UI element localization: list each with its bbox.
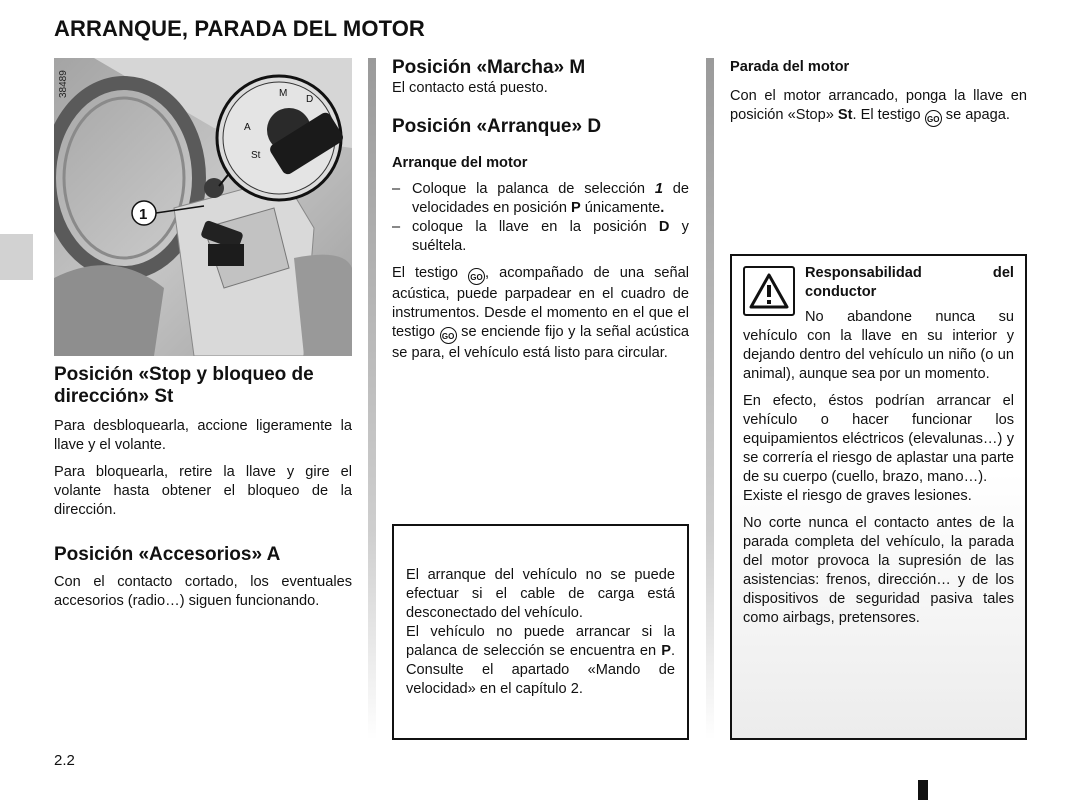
column-2	[392, 57, 689, 371]
stop-paragraph-2: Para bloquearla, retire la llave y gire el volante hasta obtener el bloqueo de la dirección.	[54, 464, 352, 518]
arranque-heading: Posición «Arranque» D	[392, 116, 602, 137]
figure-id: 38489	[58, 70, 69, 98]
ignition-illustration	[54, 58, 352, 356]
driver-responsibility-box	[730, 254, 1027, 740]
stop-paragraph-1: Para desbloquearla, accione ligeramente la llave y el volante.	[54, 418, 352, 453]
go-warning-icon: GO	[440, 327, 457, 344]
callout-1: 1	[139, 206, 148, 223]
charging-note-box	[392, 524, 689, 740]
warning-paragraph-1: No abandone nunca su vehículo con la llave en su interior y dejando dentro del vehículo un niño (o un animal), aunque sea por un momento.	[743, 309, 1014, 382]
warning-paragraph-3: No corte nunca el contacto antes de la parada completa del vehículo, la parada del motor provoca la supresión de las asistencias: frenos, dirección… y de los dispositivos de seguridad pasiva tales como airbags, pretensores.	[743, 515, 1014, 626]
warning-triangle-icon	[743, 266, 795, 316]
page-title: ARRANQUE, PARADA DEL MOTOR	[54, 16, 425, 41]
go-warning-icon: GO	[468, 268, 485, 285]
warning-paragraph-2: En efecto, éstos podrían arrancar el vehículo o hacer funcionar los equipamientos eléctricos (elevalunas…) y se correría el riesgo de aplastar una parte de su cuerpo (cuello, brazo, mano…).	[743, 393, 1014, 485]
chapter-tab	[0, 234, 33, 280]
stop-heading: Posición «Stop y bloqueo de dirección» St	[54, 364, 314, 407]
marcha-paragraph: El contacto está puesto.	[392, 80, 548, 96]
selector-note: El vehículo no puede arrancar si la palanca de selección se encuentra en P. Consulte el apartado «Mando de velocidad» en el capítulo 2.	[406, 624, 675, 697]
ignition-drawing	[54, 58, 352, 356]
ignition-label-m: M	[279, 88, 288, 99]
parada-paragraph: Con el motor arrancado, ponga la llave en posición «Stop» St. El testigo GO se apaga.	[730, 87, 1027, 127]
list-item: – coloque la llave en la posición D y suéltela.	[392, 218, 689, 256]
ignition-label-st: St	[251, 150, 261, 161]
arranque-subheading: Arranque del motor	[392, 155, 528, 171]
column-divider-1	[368, 58, 376, 740]
column-divider-2	[706, 58, 714, 740]
testigo-paragraph: El testigo GO , acompañado de una señal acústica, puede parpadear en el cuadro de instrumentos. Desde el momento en el que el testigo GO se enciende fijo y la señal acústica se para, el vehículo está listo para circular.	[392, 265, 689, 361]
ignition-label-a: A	[244, 122, 251, 133]
marcha-heading: Posición «Marcha» M	[392, 57, 586, 78]
column-3	[730, 58, 1027, 135]
parada-subheading: Parada del motor	[730, 59, 850, 75]
warning-heading: Responsabilidad del conductor	[805, 265, 1014, 300]
arranque-steps	[392, 180, 689, 256]
list-item: – Coloque la palanca de selección 1 de velocidades en posición P únicamente.	[392, 180, 689, 218]
end-marker	[918, 780, 928, 800]
charging-note: El arranque del vehículo no se puede efectuar si el cable de carga está desconectado del vehículo.	[406, 567, 675, 621]
ignition-label-d: D	[306, 94, 314, 105]
column-1	[54, 364, 352, 619]
accessories-heading: Posición «Accesorios» A	[54, 544, 281, 565]
accessories-paragraph: Con el contacto cortado, los eventuales accesorios (radio…) siguen funcionando.	[54, 574, 352, 609]
page-number: 2.2	[54, 752, 75, 769]
warning-paragraph-2b: Existe el riesgo de graves lesiones.	[743, 488, 972, 504]
go-warning-icon: GO	[925, 110, 942, 127]
